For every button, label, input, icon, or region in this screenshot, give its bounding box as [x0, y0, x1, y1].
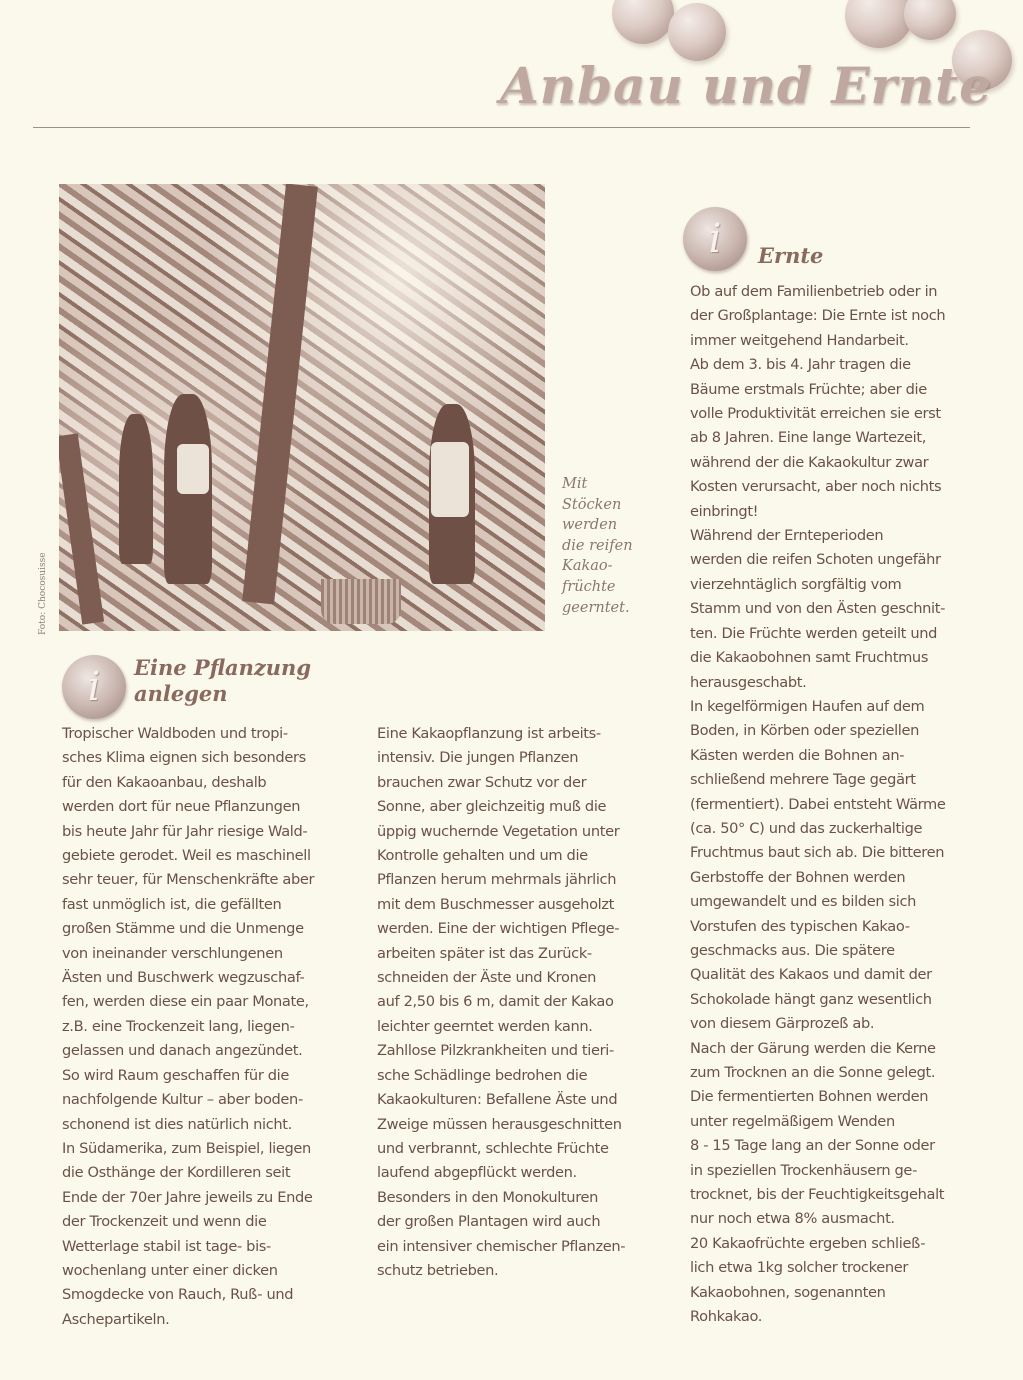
text-line: Während der Ernteperioden	[690, 527, 884, 545]
text-line: üppig wuchernde Vegetation unter	[377, 822, 620, 840]
text-line: nur noch etwa 8% ausmacht.	[690, 1210, 895, 1228]
section-heading-planting	[134, 656, 311, 706]
text-line: sehr teuer, für Menschenkräfte aber	[62, 871, 315, 889]
text-line: brauchen zwar Schutz vor der	[377, 773, 587, 791]
text-line: 8 - 15 Tage lang an der Sonne oder	[690, 1137, 935, 1155]
info-icon: i	[62, 655, 126, 719]
caption-line: die reifen	[562, 537, 633, 554]
caption-line: Stöcken	[562, 496, 622, 513]
text-line: gelassen und danach angezündet.	[62, 1042, 303, 1060]
text-line: Besonders in den Monokulturen	[377, 1188, 599, 1206]
info-icon: i	[683, 207, 747, 271]
caption-line: geerntet.	[562, 599, 630, 616]
text-line: z.B. eine Trockenzeit lang, liegen-	[62, 1017, 295, 1035]
text-line: für den Kakaoanbau, deshalb	[62, 773, 267, 791]
text-line: Zahllose Pilzkrankheiten und tieri-	[377, 1042, 614, 1060]
caption-line: werden	[562, 517, 618, 534]
text-line: Kakaokulturen: Befallene Äste und	[377, 1091, 618, 1109]
decorative-ball	[845, 0, 913, 48]
text-line: In Südamerika, zum Beispiel, liegen	[62, 1139, 311, 1157]
text-line: Kontrolle gehalten und um die	[377, 847, 588, 865]
text-line: Smogdecke von Rauch, Ruß- und	[62, 1286, 294, 1304]
text-line: volle Produktivität erreichen sie erst	[690, 405, 941, 423]
text-line: Kosten verursacht, aber noch nichts	[690, 478, 942, 496]
worker-shirt	[431, 442, 469, 517]
text-line: Stamm und von den Ästen geschnit-	[690, 600, 946, 618]
caption-line: Kakao-	[562, 558, 613, 575]
text-line: Ästen und Buschwerk wegzuschaf-	[62, 969, 305, 987]
harvest-text-column	[690, 280, 990, 1329]
harvest-basket	[321, 579, 401, 624]
cocoa-harvest-photo	[59, 184, 545, 631]
photo-credit: Foto: Chocosuisse	[38, 552, 48, 635]
section-heading-line: Eine Pflanzung	[134, 655, 312, 680]
text-line: die Osthänge der Kordilleren seit	[62, 1164, 291, 1182]
text-line: Zweige müssen herausgeschnitten	[377, 1115, 622, 1133]
text-line: Fruchtmus baut sich ab. Die bitteren	[690, 844, 945, 862]
section-heading-line: anlegen	[134, 681, 228, 706]
text-line: In kegelförmigen Haufen auf dem	[690, 697, 925, 715]
text-line: Kakaobohnen, sogenannten	[690, 1283, 886, 1301]
page-title: Anbau und Ernte	[500, 56, 993, 115]
text-line: vierzehntäglich sorgfältig vom	[690, 575, 902, 593]
text-line: schneiden der Äste und Kronen	[377, 969, 597, 987]
text-line: ab 8 Jahren. Eine lange Wartezeit,	[690, 429, 927, 447]
text-line: Sonne, aber gleichzeitig muß die	[377, 798, 607, 816]
text-line: herausgeschabt.	[690, 673, 807, 691]
text-line: werden die reifen Schoten ungefähr	[690, 551, 941, 569]
text-line: der großen Plantagen wird auch	[377, 1213, 601, 1231]
text-line: schutz betrieben.	[377, 1261, 499, 1279]
decorative-ball	[612, 0, 674, 44]
text-line: auf 2,50 bis 6 m, damit der Kakao	[377, 993, 614, 1011]
text-line: die Kakaobohnen samt Fruchtmus	[690, 649, 929, 667]
text-line: sches Klima eignen sich besonders	[62, 749, 306, 767]
text-line: Aschepartikeln.	[62, 1310, 170, 1328]
planting-text-column-1	[62, 722, 362, 1332]
text-line: der Großplantage: Die Ernte ist noch	[690, 307, 946, 325]
text-line: umgewandelt und es bilden sich	[690, 893, 917, 911]
text-line: Boden, in Körben oder speziellen	[690, 722, 920, 740]
text-line: einbringt!	[690, 502, 759, 520]
tree-trunk	[59, 433, 104, 624]
worker-figure	[119, 414, 153, 564]
text-line: gebiete gerodet. Weil es maschinell	[62, 847, 311, 865]
text-line: großen Stämme und die Unmenge	[62, 920, 304, 938]
text-line: sche Schädlinge bedrohen die	[377, 1066, 588, 1084]
text-line: So wird Raum geschaffen für die	[62, 1066, 290, 1084]
text-line: Ab dem 3. bis 4. Jahr tragen die	[690, 356, 911, 374]
text-line: Bäume erstmals Früchte; aber die	[690, 380, 927, 398]
text-line: werden. Eine der wichtigen Pflege-	[377, 920, 620, 938]
text-line: Gerbstoffe der Bohnen werden	[690, 868, 906, 886]
text-line: schonend ist dies natürlich nicht.	[62, 1115, 292, 1133]
text-line: wochenlang unter einer dicken	[62, 1261, 278, 1279]
text-line: geschmacks aus. Die spätere	[690, 941, 895, 959]
text-line: (fermentiert). Dabei entsteht Wärme	[690, 795, 946, 813]
text-line: Kästen werden die Bohnen an-	[690, 746, 905, 764]
title-divider	[33, 127, 970, 128]
caption-line: Mit	[562, 476, 588, 492]
text-line: Schokolade hängt ganz wesentlich	[690, 990, 932, 1008]
decorative-ball	[904, 0, 956, 40]
text-line: Vorstufen des typischen Kakao-	[690, 917, 910, 935]
text-line: unter regelmäßigem Wenden	[690, 1112, 895, 1130]
caption-line: früchte	[562, 578, 616, 595]
photo-caption	[562, 474, 672, 618]
text-line: bis heute Jahr für Jahr riesige Wald-	[62, 822, 308, 840]
text-line: fast unmöglich ist, die gefällten	[62, 895, 282, 913]
text-line: immer weitgehend Handarbeit.	[690, 331, 909, 349]
text-line: fen, werden diese ein paar Monate,	[62, 993, 309, 1011]
text-line: Die fermentierten Bohnen werden	[690, 1088, 929, 1106]
text-line: lich etwa 1kg solcher trockener	[690, 1259, 908, 1277]
text-line: (ca. 50° C) und das zuckerhaltige	[690, 819, 923, 837]
text-line: Pflanzen herum mehrmals jährlich	[377, 871, 617, 889]
text-line: Tropischer Waldboden und tropi-	[62, 725, 288, 742]
text-line: Nach der Gärung werden die Kerne	[690, 1039, 936, 1057]
text-line: von ineinander verschlungenen	[62, 944, 283, 962]
text-line: werden dort für neue Pflanzungen	[62, 798, 301, 816]
worker-shirt	[177, 444, 209, 494]
text-line: zum Trocknen an die Sonne gelegt.	[690, 1064, 936, 1081]
text-line: der Trockenzeit und wenn die	[62, 1213, 267, 1231]
section-heading-harvest: Ernte	[758, 243, 824, 268]
text-line: 20 Kakaofrüchte ergeben schließ-	[690, 1234, 926, 1252]
text-line: von diesem Gärprozeß ab.	[690, 1015, 875, 1033]
text-line: während der die Kakaokultur zwar	[690, 453, 929, 471]
text-line: nachfolgende Kultur – aber boden-	[62, 1091, 303, 1109]
text-line: und verbrannt, schlechte Früchte	[377, 1139, 609, 1157]
text-line: leichter geerntet werden kann.	[377, 1017, 593, 1035]
planting-text-column-2	[377, 722, 667, 1283]
text-line: Qualität des Kakaos und damit der	[690, 966, 932, 984]
text-line: Wetterlage stabil ist tage- bis-	[62, 1237, 271, 1255]
text-line: trocknet, bis der Feuchtigkeitsgehalt	[690, 1186, 945, 1204]
text-line: Rohkakao.	[690, 1308, 763, 1326]
text-line: Eine Kakaopflanzung ist arbeits-	[377, 725, 601, 742]
text-line: ten. Die Früchte werden geteilt und	[690, 624, 938, 642]
text-line: intensiv. Die jungen Pflanzen	[377, 749, 579, 767]
text-line: in speziellen Trockenhäusern ge-	[690, 1161, 917, 1179]
text-line: laufend abgepflückt werden.	[377, 1164, 577, 1182]
tree-trunk	[242, 184, 318, 605]
text-line: Ob auf dem Familienbetrieb oder in	[690, 283, 938, 300]
text-line: mit dem Buschmesser ausgeholzt	[377, 895, 615, 913]
text-line: arbeiten später ist das Zurück-	[377, 944, 592, 962]
text-line: schließend mehrere Tage gegärt	[690, 771, 916, 789]
decorative-ball	[668, 3, 726, 61]
text-line: ein intensiver chemischer Pflanzen-	[377, 1237, 626, 1255]
text-line: Ende der 70er Jahre jeweils zu Ende	[62, 1188, 313, 1206]
